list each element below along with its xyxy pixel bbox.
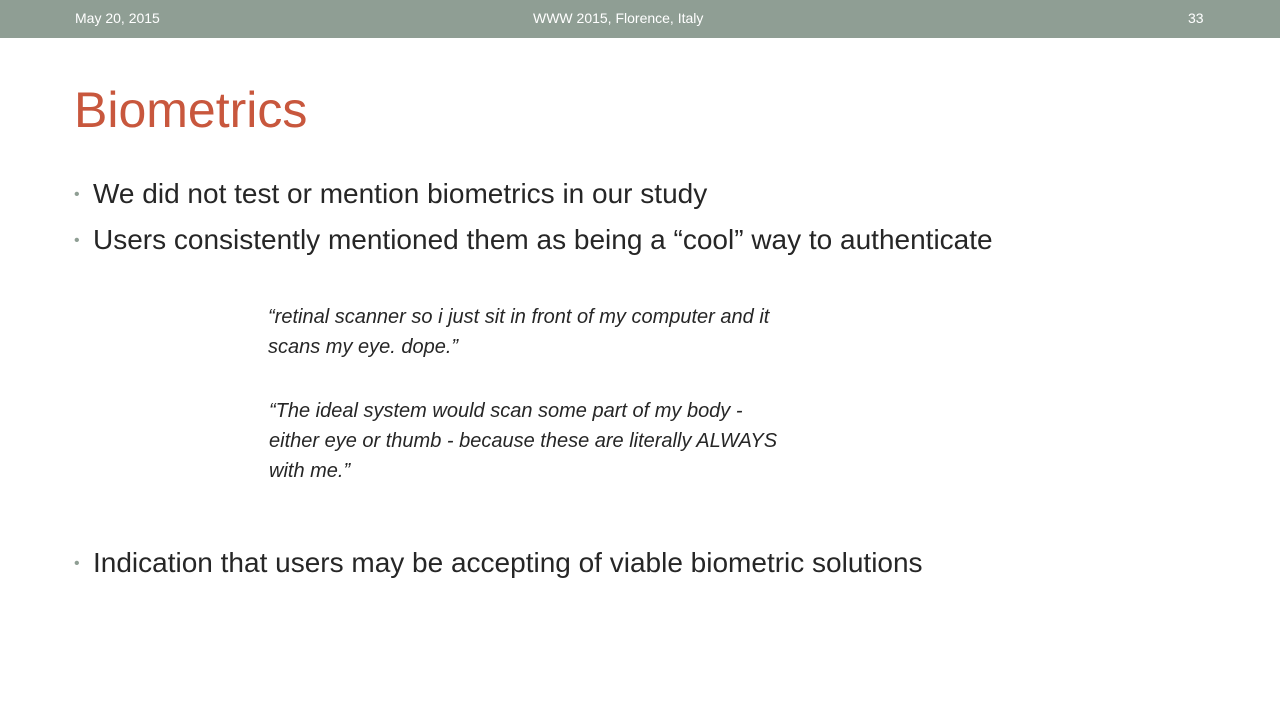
bullet-item <box>74 546 923 581</box>
bullet-text: We did not test or mention biometrics in our study <box>93 178 708 209</box>
user-quote: “retinal scanner so i just sit in front of my computer and it scans my eye. dope.” <box>268 306 770 358</box>
bullet-dot-icon: • <box>74 232 80 249</box>
user-quote: “The ideal system would scan some part of my body - either eye or thumb - because these are literally ALWAYS with me.” <box>269 400 778 482</box>
bullet-dot-icon: • <box>74 186 80 203</box>
bullet-item <box>74 223 993 258</box>
bullet-dot-icon: • <box>74 555 80 572</box>
conference-name: WWW 2015, Florence, Italy <box>533 10 704 26</box>
slide-header-bar <box>0 0 1280 38</box>
bullet-text: Indication that users may be accepting of viable biometric solutions <box>93 547 923 578</box>
slide-date: May 20, 2015 <box>75 10 160 26</box>
bullet-text: Users consistently mentioned them as being a “cool” way to authenticate <box>93 224 993 255</box>
slide-title: Biometrics <box>74 82 308 138</box>
page-number: 33 <box>1188 10 1204 26</box>
bullet-item <box>74 177 707 212</box>
